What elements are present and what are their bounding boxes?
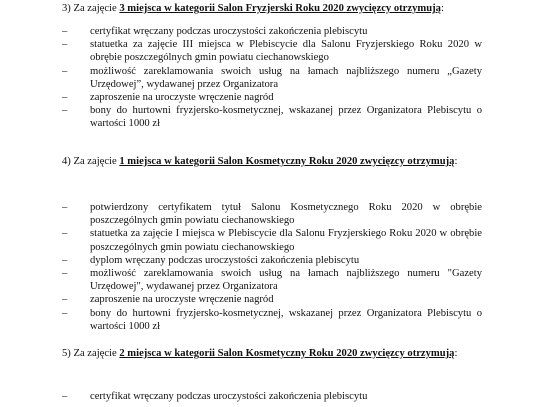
list-item-text: możliwość zareklamowania swoich usług na łamach najbliższego numeru "Gazety Urzędowej", wydawanej przez Organizatora (90, 268, 482, 293)
section-5-list (62, 390, 482, 403)
list-item-text: zaproszenie na uroczyste wręczenie nagród (90, 92, 274, 104)
list-item (62, 38, 482, 64)
bullet-dash: – (62, 105, 68, 117)
section-5-number: 5) (62, 348, 71, 359)
list-item (62, 104, 482, 130)
section-3-list (62, 25, 482, 131)
list-item-text: bony do hurtowni fryzjersko-kosmetycznej, wskazanej przez Organizatora Plebiscytu o wartości 1000 zł (90, 307, 482, 332)
section-4-intro: Za zajęcie (73, 156, 117, 167)
section-4-colon: : (454, 156, 458, 167)
list-item-text: dyplom wręczany podczas uroczystości zakończenia plebiscytu (90, 254, 360, 266)
list-item-text: certyfikat wręczany podczas uroczystości zakończenia plebiscytu (90, 391, 368, 402)
list-item (62, 91, 482, 104)
section-3-colon: : (440, 3, 444, 14)
list-item-text: bony do hurtowni fryzjersko-kosmetycznej, wskazanej przez Organizatora Plebiscytu o wartości 1000 zł (90, 105, 482, 130)
bullet-dash: – (62, 65, 68, 77)
list-item (62, 254, 482, 267)
bullet-dash: – (62, 92, 68, 104)
bullet-dash: – (62, 26, 68, 37)
list-item-text: zaproszenie na uroczyste wręczenie nagród (90, 294, 274, 306)
list-item (62, 267, 482, 293)
bullet-dash: – (62, 307, 68, 319)
list-item-text: potwierdzony certyfikatem tytuł Salonu Kosmetycznego Roku 2020 w obrębie poszczególnych gmin powiatu ciechanowskiego (90, 202, 482, 227)
list-item (62, 390, 482, 403)
section-5-colon: : (454, 348, 458, 359)
section-5-intro: Za zajęcie (73, 348, 117, 359)
section-3-place: 3 miejsca w kategorii Salon Fryzjerski Roku 2020 zwycięzcy otrzymują (119, 3, 441, 14)
section-5-heading (62, 347, 482, 360)
list-item-text: możliwość zareklamowania swoich usług na łamach najbliższego numeru „Gazety Urzędowej”, wydawanej przez Organizatora (90, 65, 482, 90)
bullet-dash: – (62, 268, 68, 280)
bullet-dash: – (62, 294, 68, 306)
section-3-intro: Za zajęcie (73, 3, 117, 14)
section-3-number: 3) (62, 3, 71, 14)
section-4-number: 4) (62, 156, 71, 167)
section-3-heading (62, 2, 482, 15)
bullet-dash: – (62, 254, 68, 266)
bullet-dash: – (62, 202, 68, 213)
list-item (62, 307, 482, 333)
bullet-dash: – (62, 391, 68, 402)
list-item-text: certyfikat wręczany podczas uroczystości zakończenia plebiscytu (90, 26, 368, 37)
list-item (62, 201, 482, 227)
list-item-text: statuetka za zajęcie I miejsca w Plebiscycie dla Salonu Fryzjerskiego Roku 2020 w obrębie poszczególnych gmin powiatu ciechanowskiego (90, 228, 482, 253)
list-item (62, 65, 482, 91)
bullet-dash: – (62, 39, 68, 51)
list-item (62, 25, 482, 38)
section-5-place: 2 miejsca w kategorii Salon Kosmetyczny Roku 2020 zwycięzcy otrzymują (119, 348, 455, 359)
bullet-dash: – (62, 228, 68, 240)
section-4-place: 1 miejsca w kategorii Salon Kosmetyczny Roku 2020 zwycięzcy otrzymują (119, 156, 455, 167)
list-item-text: statuetka za zajęcie III miejsca w Plebiscycie dla Salonu Fryzjerskiego Roku 2020 w obrębie poszczególnych gmin powiatu ciechanowskiego (90, 39, 482, 64)
section-4-list (62, 201, 482, 333)
section-4-heading (62, 155, 482, 168)
list-item (62, 227, 482, 253)
list-item (62, 293, 482, 306)
